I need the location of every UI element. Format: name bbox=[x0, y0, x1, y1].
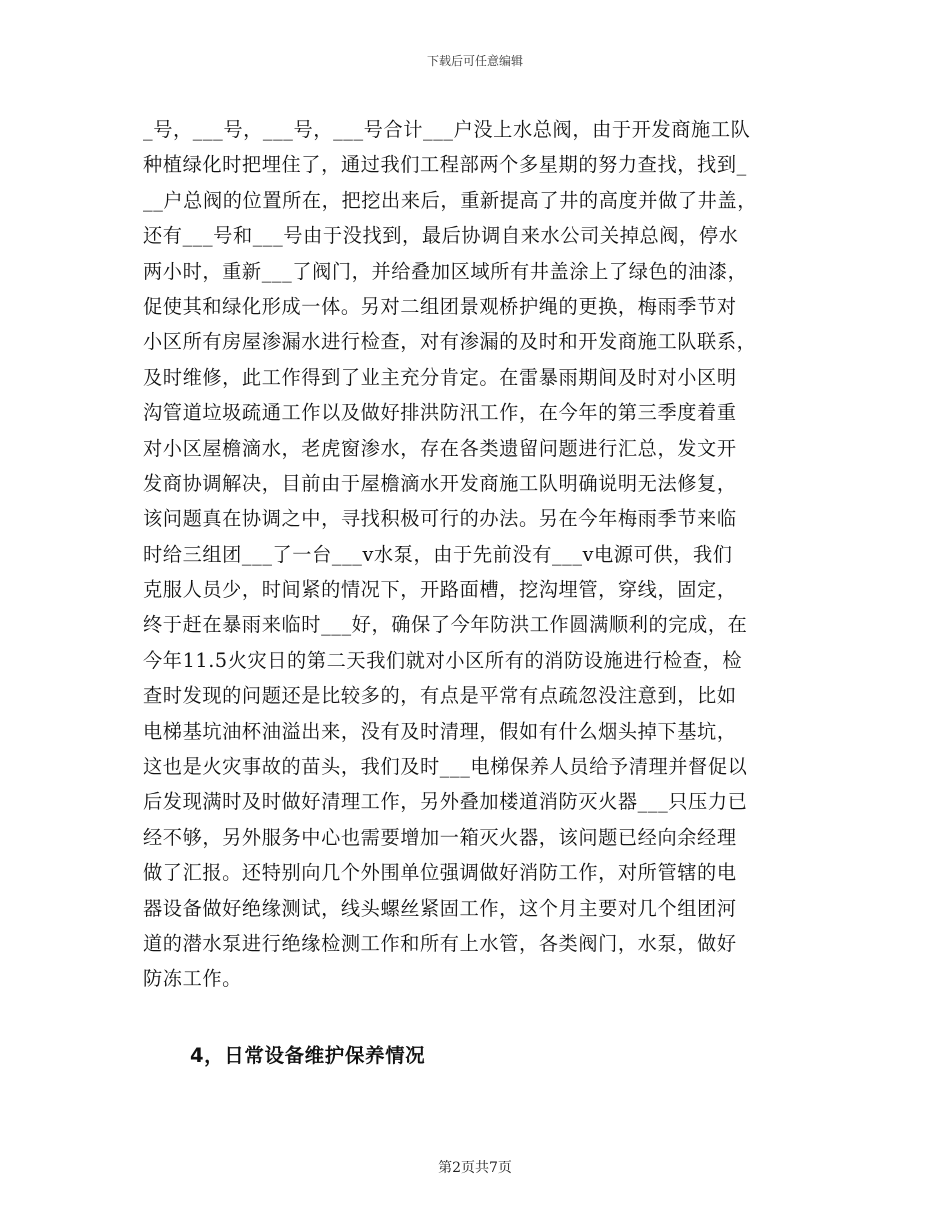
paragraph-line: 这也是火灾事故的苗头，我们及时___电梯保养人员给予清理并督促以 bbox=[143, 755, 748, 779]
paragraph-line: 防冻工作。 bbox=[143, 967, 242, 991]
section-heading: 4，日常设备维护保养情况 bbox=[190, 1044, 426, 1067]
page-header: 下载后可任意编辑 bbox=[426, 54, 523, 68]
paragraph-line: 还有___号和___号由于没找到，最后协调自来水公司关掉总阀，停水 bbox=[143, 224, 739, 248]
body-paragraph bbox=[143, 112, 813, 997]
paragraph-line: __户总阀的位置所在，把挖出来后，重新提高了井的高度并做了井盖， bbox=[143, 188, 758, 212]
paragraph-line: 发商协调解决，目前由于屋檐滴水开发商施工队明确说明无法修复， bbox=[143, 471, 737, 495]
paragraph-line: 沟管道垃圾疏通工作以及做好排洪防汛工作，在今年的第三季度着重 bbox=[143, 401, 737, 425]
paragraph-line: 该问题真在协调之中，寻找积极可行的办法。另在今年梅雨季节来临 bbox=[143, 507, 737, 531]
paragraph-line: 种植绿化时把埋住了，通过我们工程部两个多星期的努力查找，找到_ bbox=[143, 153, 747, 177]
paragraph-line: 电梯基坑油杯油溢出来，没有及时清理，假如有什么烟头掉下基坑， bbox=[143, 719, 737, 743]
paragraph-line: 器设备做好绝缘测试，线头螺丝紧固工作，这个月主要对几个组团河 bbox=[143, 896, 737, 920]
paragraph-line: 及时维修，此工作得到了业主充分肯定。在雷暴雨期间及时对小区明 bbox=[143, 365, 737, 389]
paragraph-line: 后发现满时及时做好清理工作，另外叠加楼道消防灭火器___只压力已 bbox=[143, 790, 748, 814]
paragraph-line: _号，___号，___号，___号合计___户没上水总阀，由于开发商施工队 bbox=[143, 118, 751, 141]
paragraph-line: 小区所有房屋渗漏水进行检查，对有渗漏的及时和开发商施工队联系， bbox=[143, 330, 757, 354]
paragraph-line: 道的潜水泵进行绝缘检测工作和所有上水管，各类阀门，水泵，做好 bbox=[143, 931, 737, 955]
paragraph-line: 两小时，重新___了阀门，并给叠加区域所有井盖涂上了绿色的油漆， bbox=[143, 259, 748, 283]
paragraph-line: 克服人员少，时间紧的情况下，开路面槽，挖沟埋管，穿线，固定， bbox=[143, 578, 737, 602]
paragraph-line: 时给三组团___了一台___v水泵，由于先前没有___v电源可供，我们 bbox=[143, 542, 733, 566]
paragraph-line: 终于赶在暴雨来临时___好，确保了今年防洪工作圆满顺利的完成，在 bbox=[143, 613, 748, 637]
page-footer: 第2页共7页 bbox=[438, 1160, 512, 1176]
paragraph-line: 经不够，另外服务中心也需要增加一箱灭火器，该问题已经向余经理 bbox=[143, 825, 737, 849]
paragraph-line: 对小区屋檐滴水，老虎窗渗水，存在各类遗留问题进行汇总，发文开 bbox=[143, 436, 737, 460]
paragraph-line: 做了汇报。还特别向几个外围单位强调做好消防工作，对所管辖的电 bbox=[143, 861, 737, 885]
paragraph-line: 今年11.5火灾日的第二天我们就对小区所有的消防设施进行检查，检 bbox=[143, 648, 743, 672]
paragraph-line: 查时发现的问题还是比较多的，有点是平常有点疏忽没注意到，比如 bbox=[143, 684, 737, 708]
paragraph-line: 促使其和绿化形成一体。另对二组团景观桥护绳的更换，梅雨季节对 bbox=[143, 294, 737, 318]
